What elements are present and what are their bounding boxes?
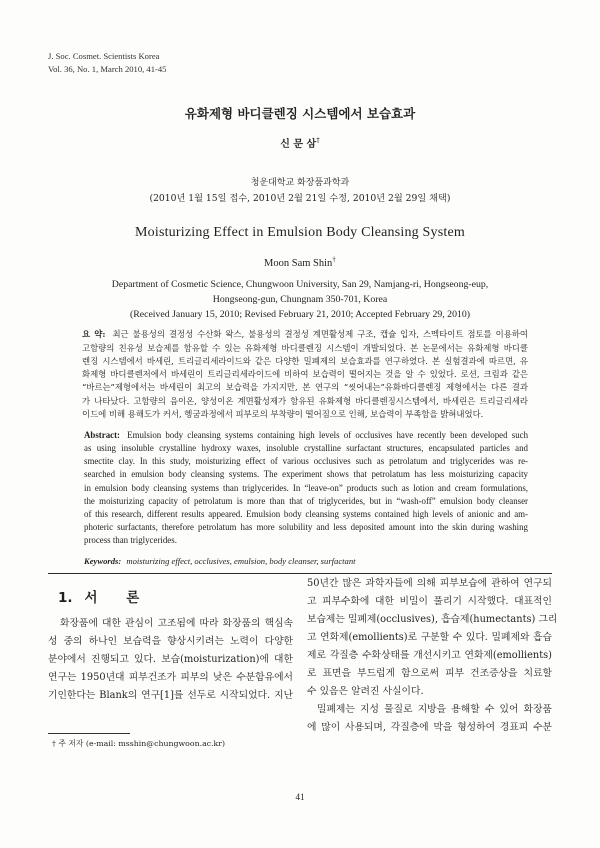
section-heading xyxy=(58,589,151,607)
journal-issue: Vol. 36, No. 1, March 2010, 41-45 xyxy=(48,64,167,74)
title-english: Moisturizing Effect in Emulsion Body Cleansing System xyxy=(135,225,465,240)
abstract-english-line: of this research, different results appeared. Emulsion body cleansing systems contained high levels of anionic and am- xyxy=(84,509,528,519)
body-right-line: 고 연화제(emollients)로 구분할 수 있다. 밀폐제와 흡습 xyxy=(307,632,552,643)
body-left-line: 분야에서 진행되고 있다. 보습(moisturization)에 대한 xyxy=(48,654,293,665)
abstract-english-line xyxy=(84,429,528,442)
abstract-korean-line xyxy=(82,328,528,341)
keywords xyxy=(84,554,356,568)
abstract-korean-label: 요 약: xyxy=(82,329,106,339)
abstract-english-line: process than triglycerides. xyxy=(84,535,177,545)
section-divider xyxy=(48,573,552,574)
keywords-text: moisturizing effect, occlusives, emulsion, body cleanser, surfactant xyxy=(126,556,356,566)
body-right-line: 보습제는 밀폐제(occlusives), 흡습제(humectants) 그리 xyxy=(307,614,558,625)
body-right-line: 에 많이 사용되며, 각질층에 막을 형성하여 경표피 수분 xyxy=(307,722,552,733)
body-left-line: 기인한다는 Blank의 연구[1]를 선두로 시작되었다. 지난 xyxy=(48,690,293,701)
dates-korean: (2010년 1월 15일 접수, 2010년 2월 21일 수정, 2010년 2월 29일 채택) xyxy=(149,193,451,204)
abstract-english-line: the moisturizing capacity of petrolatum is more than that of triglycerides, but in “wash-off” emulsion body cleanser xyxy=(84,495,528,506)
abstract-korean-line: 고함량의 친유성 보습제를 함유할 수 있는 유화제형 바디클렌징 시스템이 개발되었다. 본 논문에서는 유화제형 바디클 xyxy=(82,342,528,353)
abstract-english-line: smectite clay. In this study, moisturizing effect of various occlusives such as petrolatum and triglycerides was re- xyxy=(84,456,528,466)
body-left-line: 성 중의 하나인 보습력을 향상시키려는 노력이 다양한 xyxy=(48,636,293,647)
body-right-line: 제로 각질층 수화상태를 개선시키고 연화제(emollients) xyxy=(307,650,552,661)
abstract-korean-line: “바르는”제형에서는 바세린이 최고의 보습력을 가지지만, 본 연구의 “씻어내는”유화바디클렌징 제형에서는 다른 결과 xyxy=(82,382,528,392)
abstract-korean-line: 렌징 시스템에서 바세린, 트리글리세라이드와 같은 다양한 밀폐제의 보습효과를 연구하였다. 본 실험결과에 따르면, 유 xyxy=(82,355,528,366)
abstract-english-line: photeric surfactants, therefore petrolatum has more solubility and less deposited amount into the skin during washing xyxy=(84,522,528,532)
received-dates: (Received January 15, 2010; Revised February 21, 2010; Accepted February 29, 2010) xyxy=(129,309,471,320)
abstract-korean-line: 이드에 비해 용해도가 커서, 헹굼과정에서 피부로의 부착량이 떨어짐으로 인해, 보습력이 부족함을 밝혀내었다. xyxy=(82,408,484,419)
abstract-english-text: Emulsion body cleansing systems containing high levels of occlusives have recently been developed such xyxy=(127,429,529,440)
abstract-english-line: searched in emulsion body cleansing systems. The experiment shows that petrolatum has less moisturizing capacity xyxy=(84,469,528,479)
page-number: 41 xyxy=(295,792,305,802)
section-number: 1. xyxy=(58,590,73,606)
body-left-line: 화장품에 대한 관심이 고조됨에 따라 화장품의 핵심속 xyxy=(60,618,293,629)
body-right-line: 밀폐제는 지성 물질로 지방을 용해할 수 있어 화장품 xyxy=(317,704,552,715)
body-right-line: 고 피부수화에 대한 비밀이 풀리기 시작했다. 대표적인 xyxy=(307,596,552,607)
section-title: 서 론 xyxy=(84,590,152,606)
author-dagger: † xyxy=(332,254,336,264)
keywords-label: Keywords: xyxy=(84,556,122,566)
abstract-korean-text: 최근 불용성의 결정성 수산화 왁스, 불용성의 결정성 계면활성제 구조, 캡슐 입자, 스멕타이트 점토를 이용하여 xyxy=(112,329,528,339)
abstract-english-line: as using insoluble crystalline hydroxy waxes, insoluble crystalline surfactant structures, encapsulated particles and xyxy=(84,443,528,453)
footnote-rule xyxy=(48,733,130,734)
author-dagger: † xyxy=(316,136,320,145)
author-english xyxy=(0,254,600,271)
title-korean-text: 유화제형 바디클렌징 시스템에서 보습효과 xyxy=(184,106,416,121)
affiliation-korean: 청운대학교 화장품과학과 xyxy=(250,178,350,188)
body-right-line: 로 표면을 부드럽게 함으로써 피부 건조증상을 치료할 xyxy=(307,668,552,679)
body-right-line: 50년간 많은 과학자들에 의해 피부보습에 관하여 연구되 xyxy=(307,578,552,589)
abstract-korean-line: 가 나타났다. 고함량의 음이온, 양성이온 계면활성제가 함유된 유화제형 바디클렌징시스템에서, 바세린은 트리글리세라 xyxy=(82,395,528,406)
author-english-name: Moon Sam Shin xyxy=(264,258,333,269)
author-korean xyxy=(0,138,600,152)
address-line: Department of Cosmetic Science, Chungwoon University, San 29, Namjang-ri, Hongseong-eup, xyxy=(111,279,489,290)
abstract-english-line: in emulsion body cleansing systems than triglycerides. In “leave-on” products such as lotion and cream formulations, xyxy=(84,482,528,493)
footnote: † 주 저자 (e-mail: msshin@chungwoon.ac.kr) xyxy=(52,739,226,748)
title-korean xyxy=(0,105,600,123)
address-line: Hongseong-gun, Chungnam 350-701, Korea xyxy=(212,294,388,305)
abstract-english-label: Abstract: xyxy=(84,429,120,440)
abstract-korean-line: 화제형 바디클렌저에서 바세린이 트리글리세라이드에 비하여 보습력이 떨어지는 것을 알 수 있었다. 로션, 크림과 같은 xyxy=(82,369,528,379)
journal-name: J. Soc. Cosmet. Scientists Korea xyxy=(48,51,160,61)
author-korean-name: 신 문 삼 xyxy=(280,139,317,150)
body-left-line: 연구는 1950년대 피부건조가 피부의 낮은 수분함유에서 xyxy=(48,672,293,683)
body-right-line: 수 있음은 알려진 사실이다. xyxy=(307,686,424,697)
